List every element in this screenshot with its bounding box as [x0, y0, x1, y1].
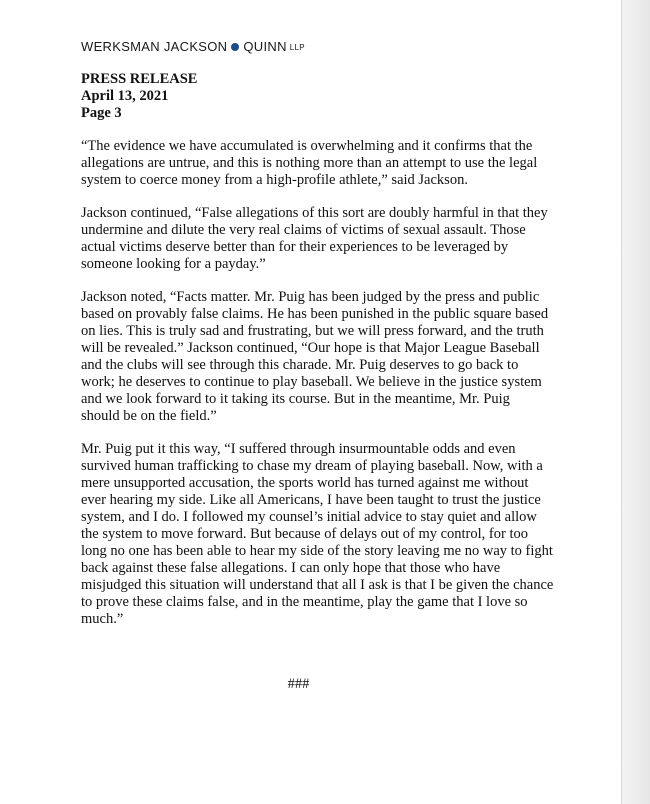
paragraph: “The evidence we have accumulated is overwhelming and it confirms that the allegations are untrue, and this is nothing more than an attempt to use the legal system to coerce money from a high-profile athlete,” said Jackson. [81, 138, 538, 188]
firm-name-part2: QUINN [243, 39, 287, 54]
release-date: April 13, 2021 [81, 88, 169, 104]
logo-dot-icon [231, 43, 239, 51]
paragraph: Jackson noted, “Facts matter. Mr. Puig has been judged by the press and public based on provably false claims. He has been punished in the public square based on lies. This is truly sad and frustrating, but we will press forward, and the truth will be revealed.” Jackson continued, “Our hope is that Major League Baseball and the clubs will see through this charade. Mr. Puig deserves to go back to work; he deserves to continue to play baseball. We believe in the justice system and we look forward to it taking its course. But in the meantime, Mr. Puig should be on the field.” [81, 289, 549, 424]
paragraph: Mr. Puig put it this way, “I suffered through insurmountable odds and even survived human trafficking to chase my dream of playing baseball. Now, with a mere unsupported accusation, the sports world has turned against me without ever hearing my side. Like all Americans, I have been taught to trust the justice system, and I do. I followed my counsel’s initial advice to stay quiet and allow the system to move forward. But because of delays out of my control, for too long no one has been able to hear my side of the story leaving me no way to fight back against these false allegations. I can only hope that those who have misjudged this situation will understand that all I ask is that I be given the chance to prove these claims false, and in the meantime, play the game that I love so much.” [81, 441, 554, 627]
firm-letterhead [81, 39, 305, 54]
firm-suffix: LLP [289, 43, 305, 52]
release-heading [81, 71, 197, 122]
release-label: PRESS RELEASE [81, 71, 198, 87]
paragraph: Jackson continued, “False allegations of this sort are doubly harmful in that they undermine and dilute the very real claims of victims of sexual assault. Those actual victims deserve better than for their experiences to be leveraged by someone looking for a payday.” [81, 205, 548, 272]
firm-name-part1: WERKSMAN JACKSON [81, 39, 228, 54]
page-edge-shadow [622, 0, 650, 804]
page-number: Page 3 [81, 105, 122, 121]
end-mark: ### [287, 676, 310, 692]
release-body [81, 138, 561, 644]
